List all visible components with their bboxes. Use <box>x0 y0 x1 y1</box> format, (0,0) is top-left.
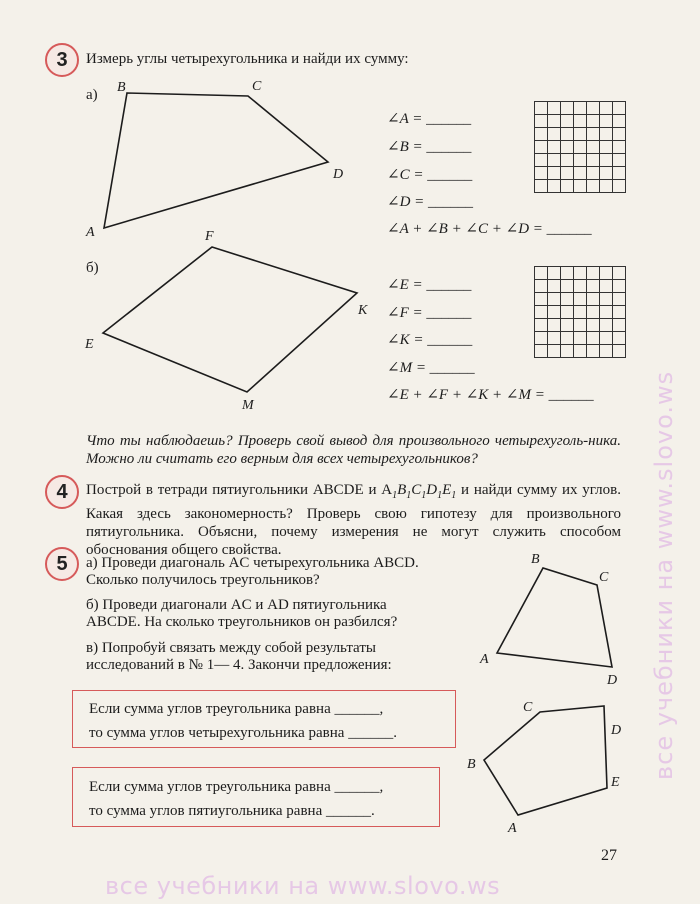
vertex-label-d: D <box>333 167 344 182</box>
part-a-label: а) <box>86 87 98 103</box>
part-b-label: б) <box>86 260 99 276</box>
task-3-instruction: Измерь углы четырехугольника и найди их сумму: <box>86 51 409 67</box>
box2-line1: Если сумма углов треугольника равна ______, <box>89 779 384 795</box>
vertex-label-f: F <box>205 229 214 244</box>
t5-pent-label-e: E <box>611 775 620 790</box>
task-5c-line1: в) Попробуй связать между собой результаты <box>86 640 376 656</box>
conclusion-box-pentagon[interactable] <box>72 767 440 827</box>
task-4-subscripted-name: $_1B_1C_1D_1E_1$ <box>392 482 457 501</box>
angle-f-answer[interactable]: ∠F = ______ <box>387 305 472 321</box>
angle-k-answer[interactable]: ∠K = ______ <box>387 332 473 348</box>
task-5-badge: 5 <box>45 547 79 581</box>
page-number: 27 <box>601 847 617 864</box>
task-4-text-part1: Построй в тетради пятиугольники ABCDE и A <box>86 482 393 498</box>
t5-pent-label-d: D <box>611 723 622 738</box>
angle-sum-a-answer[interactable]: ∠A + ∠B + ∠C + ∠D = ______ <box>387 221 592 237</box>
watermark-bottom: все учебники на www.slovo.ws <box>105 872 501 900</box>
vertex-label-a: A <box>86 225 95 240</box>
t5-quad-label-b: B <box>531 552 540 567</box>
scratch-grid-a <box>534 101 626 193</box>
t5-pent-label-a: A <box>508 821 517 836</box>
scratch-grid-b <box>534 266 626 358</box>
angle-e-answer[interactable]: ∠E = ______ <box>387 277 472 293</box>
task-3-badge: 3 <box>45 43 79 77</box>
t5-quad-label-d: D <box>607 673 618 688</box>
task-4-text <box>86 481 621 559</box>
task-4-text-part2: и найди сумму их углов. Какая здесь закономерность? Проверь свою гипотезу для произвольного пятиугольника. Объясни, почему измерения не могут служить способом обоснования общего свойства. <box>86 482 621 558</box>
t5-quad-label-c: C <box>599 570 609 585</box>
task-3-question: Что ты наблюдаешь? Проверь свой вывод для произвольного четырехуголь-ника. Можно ли считать его верным для всех четырехугольников? <box>86 433 621 467</box>
task-5b-line2: ABCDE. На сколько треугольников он разбился? <box>86 614 398 630</box>
box1-line2: то сумма углов четырехугольника равна ______. <box>89 725 397 741</box>
angle-b-answer[interactable]: ∠B = ______ <box>387 139 472 155</box>
box1-line1: Если сумма углов треугольника равна ______, <box>89 701 384 717</box>
conclusion-box-quadrilateral[interactable] <box>72 690 456 748</box>
watermark-vertical: все учебники на www.slovo.ws <box>650 370 678 780</box>
task-5a-line1: а) Проведи диагональ AC четырехугольника ABCD. <box>86 555 419 571</box>
t5-pent-label-c: C <box>523 700 533 715</box>
vertex-label-c: C <box>252 79 262 94</box>
box2-line2: то сумма углов пятиугольника равна ______. <box>89 803 375 819</box>
angle-a-answer[interactable]: ∠A = ______ <box>387 111 472 127</box>
angle-d-answer[interactable]: ∠D = ______ <box>387 194 474 210</box>
angle-c-answer[interactable]: ∠C = ______ <box>387 167 473 183</box>
task-5a-line2: Сколько получилось треугольников? <box>86 572 320 588</box>
vertex-label-e: E <box>85 337 94 352</box>
vertex-label-m: M <box>242 398 254 413</box>
task-4-badge: 4 <box>45 475 79 509</box>
angle-m-answer[interactable]: ∠M = ______ <box>387 360 475 376</box>
task-5b-line1: б) Проведи диагонали AC и AD пятиугольника <box>86 597 387 613</box>
angle-sum-b-answer[interactable]: ∠E + ∠F + ∠K + ∠M = ______ <box>387 387 594 403</box>
vertex-label-k: K <box>358 303 368 318</box>
task-5c-line2: исследований в № 1— 4. Закончи предложения: <box>86 657 392 673</box>
vertex-label-b: B <box>117 80 126 95</box>
t5-pent-label-b: B <box>467 757 476 772</box>
t5-quad-label-a: A <box>480 652 489 667</box>
